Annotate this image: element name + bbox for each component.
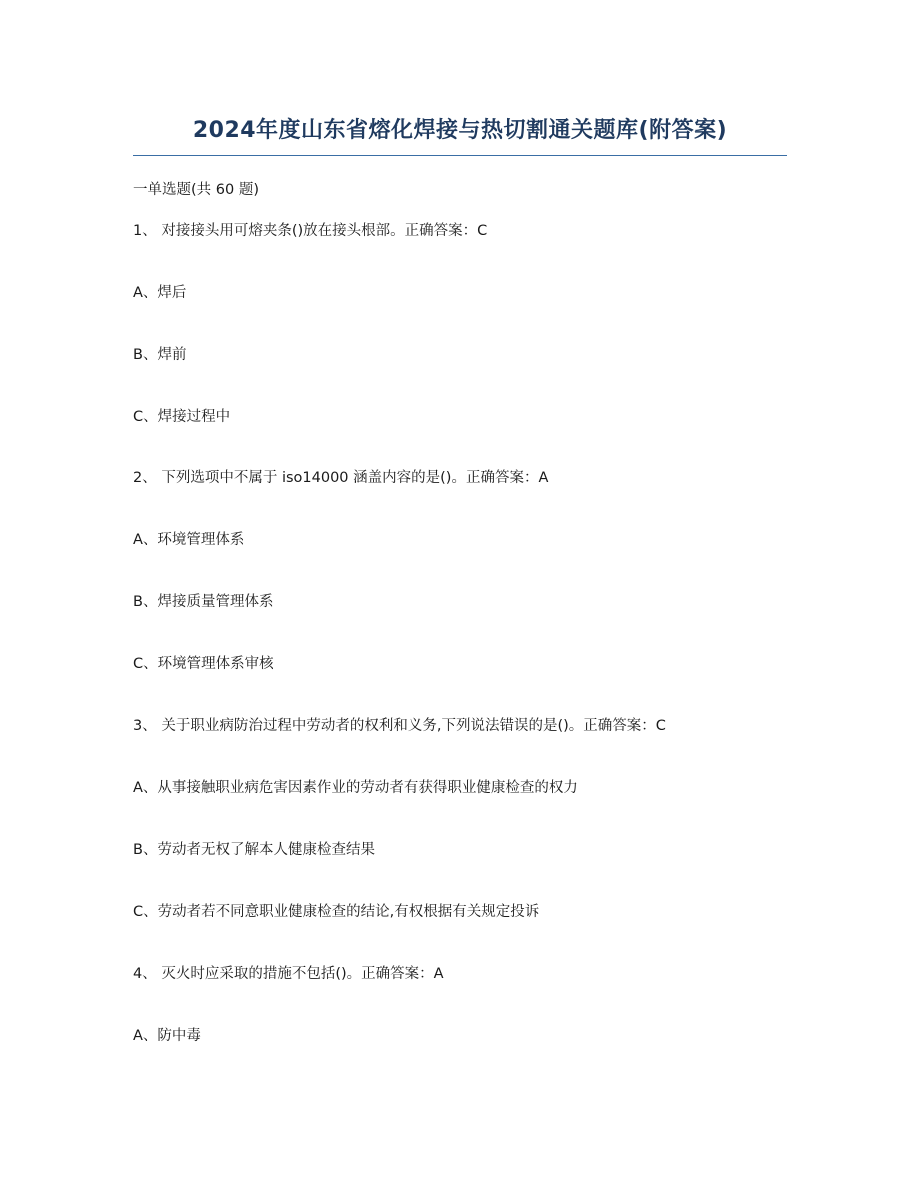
answer-option: A、从事接触职业病危害因素作业的劳动者有获得职业健康检查的权力 <box>133 780 578 796</box>
answer-option: B、焊前 <box>133 347 187 363</box>
question-stem: 4、 灭火时应采取的措施不包括()。正确答案：A <box>133 966 444 982</box>
answer-option: B、焊接质量管理体系 <box>133 594 274 610</box>
question-stem: 3、 关于职业病防治过程中劳动者的权利和义务,下列说法错误的是()。正确答案：C <box>133 718 666 734</box>
answer-option: C、劳动者若不同意职业健康检查的结论,有权根据有关规定投诉 <box>133 904 540 920</box>
answer-option: A、防中毒 <box>133 1028 201 1044</box>
title-divider <box>133 155 787 156</box>
answer-option: A、环境管理体系 <box>133 532 245 548</box>
answer-option: B、劳动者无权了解本人健康检查结果 <box>133 842 375 858</box>
document-title: 2024年度山东省熔化焊接与热切割通关题库(附答案) <box>192 118 728 143</box>
question-stem: 1、 对接接头用可熔夹条()放在接头根部。正确答案：C <box>133 223 488 239</box>
answer-option: A、焊后 <box>133 285 187 301</box>
answer-option: C、焊接过程中 <box>133 409 231 425</box>
section-heading: 一单选题(共 60 题) <box>133 182 259 198</box>
question-stem: 2、 下列选项中不属于 iso14000 涵盖内容的是()。正确答案：A <box>133 470 549 486</box>
answer-option: C、环境管理体系审核 <box>133 656 274 672</box>
